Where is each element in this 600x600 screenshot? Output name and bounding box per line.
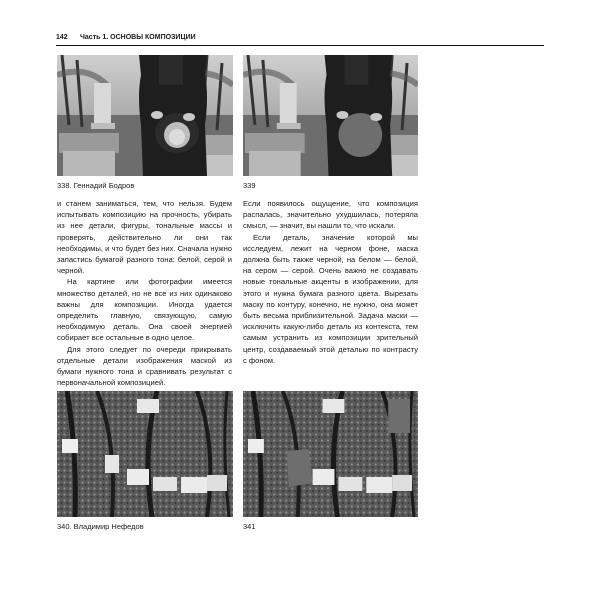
page-number: 142 xyxy=(56,34,68,41)
caption-340: 340. Владимир Нефедов xyxy=(57,522,144,531)
paragraph: На картине или фотографии имеется множество деталей, но не все из них одинаково важны для композиции. Иногда удается определить главную, связующую, самую необходимую деталь. Она своей энергией собирает все остальные в одно целое. xyxy=(57,277,232,343)
right-text-column xyxy=(243,198,418,366)
chapter-title: Часть 1. ОСНОВЫ КОМПОЗИЦИИ xyxy=(80,34,196,41)
caption-339: 339 xyxy=(243,181,256,190)
photo-341 xyxy=(243,391,418,517)
paragraph: Если деталь, значение которой мы исследуем, лежит на черном фоне, маска должна быть также черной, на белом — белой, на сером — серой. Очень важно не создавать новые тональные акценты в изображении, для этого и нужна бумага разного цвета. Вырезать маску по контуру, конечно, не нужно, она может быть весьма приблизительной. Задача маски — исключить какую-либо деталь из контекста, тем самым устранить из композиции зрительный центр, создаваемый этой деталью по контрасту с фоном. xyxy=(243,232,418,365)
paragraph: Для этого следует по очереди прикрывать отдельные детали изображения маской из бумаги нужного тона и сравнивать результат с первоначальной композицией. xyxy=(57,344,232,388)
photo-339 xyxy=(243,55,418,176)
paragraph: Если появилось ощущение, что композиция распалась, значительно ухудшилась, потеряла смысл, — значит, вы нашли то, что искали. xyxy=(243,199,418,231)
paragraph: и станем заниматься, тем, что нельзя. Будем испытывать композицию на прочность, убирать из нее детали, фигуры, тональные массы и проверять, действительно ли они так необходимы, и что будет без них. Сначала нужно запастись бумагой разного тона: белой, серой и черной. xyxy=(57,199,232,276)
photo-340 xyxy=(57,391,233,517)
caption-338: 338. Геннадий Бодров xyxy=(57,181,135,190)
caption-341: 341 xyxy=(243,522,256,531)
left-text-column xyxy=(57,198,232,388)
photo-338 xyxy=(57,55,233,176)
header-rule xyxy=(56,45,544,46)
